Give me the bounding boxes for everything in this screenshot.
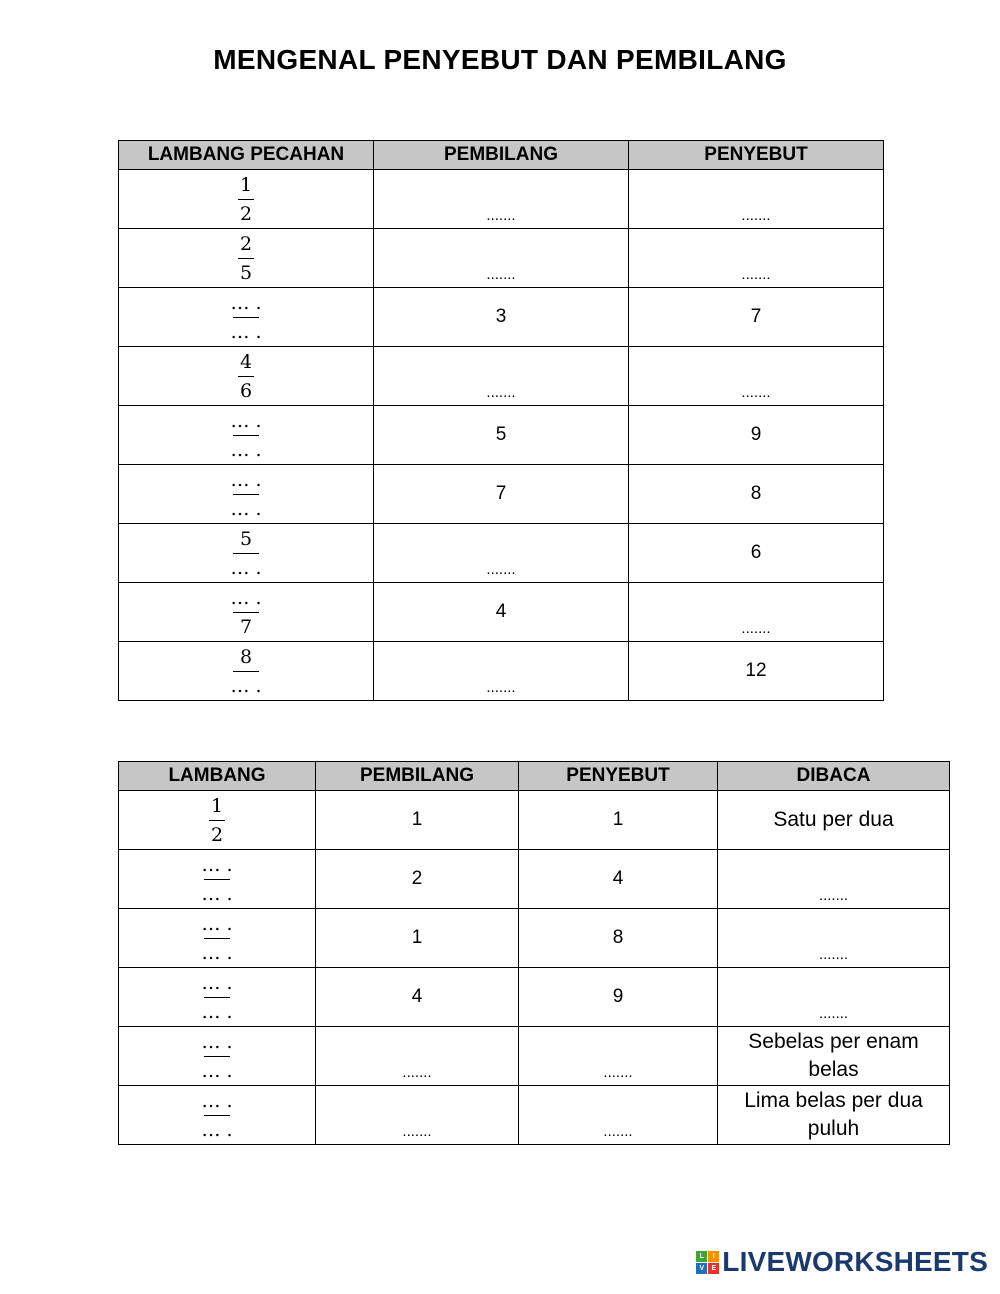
fraction-denominator: 2 bbox=[210, 823, 224, 846]
table-row bbox=[119, 170, 884, 229]
fraction-table bbox=[118, 140, 884, 701]
fraction-denominator: 2 bbox=[239, 202, 253, 225]
fraction bbox=[201, 913, 232, 964]
liveworksheets-logo bbox=[696, 1246, 988, 1278]
fraction-numerator: … . bbox=[230, 291, 262, 314]
header-lambang: LAMBANG bbox=[119, 762, 316, 791]
fraction bbox=[209, 795, 225, 846]
table2-header-row bbox=[119, 762, 950, 791]
penyebut-cell bbox=[519, 909, 718, 968]
penyebut-cell[interactable] bbox=[629, 347, 884, 406]
fraction-denominator: … . bbox=[201, 1000, 233, 1023]
fraction-bar bbox=[233, 435, 259, 436]
pembilang-cell bbox=[316, 791, 519, 850]
fraction-cell bbox=[119, 347, 374, 406]
dibaca-cell[interactable] bbox=[718, 909, 950, 968]
pembilang-cell bbox=[374, 406, 629, 465]
fraction bbox=[201, 1031, 232, 1082]
fraction-numerator: … . bbox=[201, 1089, 233, 1112]
fraction-denominator: … . bbox=[230, 674, 262, 697]
logo-mark-letter: L bbox=[696, 1251, 707, 1262]
pembilang-cell[interactable] bbox=[316, 1086, 519, 1145]
penyebut-cell bbox=[629, 642, 884, 701]
fraction-bar bbox=[204, 1056, 230, 1057]
penyebut-value: 12 bbox=[745, 660, 767, 681]
fraction-bar bbox=[233, 671, 259, 672]
fraction-denominator: … . bbox=[230, 320, 262, 343]
fraction-denominator: … . bbox=[201, 941, 233, 964]
pembilang-cell[interactable] bbox=[374, 347, 629, 406]
fraction-cell bbox=[119, 406, 374, 465]
fraction-numerator: 1 bbox=[210, 794, 224, 817]
penyebut-cell bbox=[629, 524, 884, 583]
fraction-cell bbox=[119, 850, 316, 909]
table-row bbox=[119, 406, 884, 465]
pembilang-cell bbox=[374, 583, 629, 642]
pembilang-value: 2 bbox=[411, 868, 423, 889]
fraction-cell bbox=[119, 288, 374, 347]
fraction-denominator: 7 bbox=[239, 615, 253, 638]
fraction-cell bbox=[119, 524, 374, 583]
fraction-denominator: 6 bbox=[239, 379, 253, 402]
fraction bbox=[230, 469, 261, 520]
fraction-numerator: 4 bbox=[239, 350, 253, 373]
table1-header-row bbox=[119, 141, 884, 170]
penyebut-answer-blank[interactable]: ....... bbox=[741, 384, 771, 401]
fraction-cell bbox=[119, 1027, 316, 1086]
fraction-numerator: … . bbox=[230, 468, 262, 491]
fraction-bar bbox=[238, 376, 254, 377]
table-row bbox=[119, 465, 884, 524]
logo-mark-letter: E bbox=[708, 1263, 719, 1274]
dibaca-answer-blank[interactable]: ....... bbox=[818, 946, 849, 963]
penyebut-cell bbox=[629, 465, 884, 524]
fraction-denominator: … . bbox=[230, 438, 262, 461]
penyebut-cell[interactable] bbox=[629, 583, 884, 642]
table-row bbox=[119, 909, 950, 968]
fraction-bar bbox=[204, 879, 230, 880]
fraction-bar bbox=[204, 938, 230, 939]
fraction-bar bbox=[238, 258, 254, 259]
pembilang-cell[interactable] bbox=[374, 170, 629, 229]
fraction bbox=[201, 854, 232, 905]
fraction-denominator: 5 bbox=[239, 261, 253, 284]
penyebut-answer-blank[interactable]: ....... bbox=[603, 1064, 633, 1081]
fraction-bar bbox=[233, 553, 259, 554]
table-row bbox=[119, 850, 950, 909]
table-row bbox=[119, 229, 884, 288]
penyebut-cell[interactable] bbox=[519, 1086, 718, 1145]
reading-table bbox=[118, 761, 950, 1145]
fraction-cell bbox=[119, 229, 374, 288]
fraction-bar bbox=[233, 612, 259, 613]
fraction-numerator: 5 bbox=[239, 527, 253, 550]
fraction-numerator: … . bbox=[201, 912, 233, 935]
fraction bbox=[230, 587, 261, 638]
dibaca-cell[interactable] bbox=[718, 850, 950, 909]
table-row bbox=[119, 524, 884, 583]
fraction bbox=[238, 233, 254, 284]
fraction-numerator: … . bbox=[230, 586, 262, 609]
table-row bbox=[119, 968, 950, 1027]
pembilang-answer-blank[interactable]: ....... bbox=[486, 384, 516, 401]
penyebut-value: 6 bbox=[750, 542, 762, 563]
pembilang-value: 1 bbox=[411, 927, 423, 948]
pembilang-cell[interactable] bbox=[374, 524, 629, 583]
fraction-denominator: … . bbox=[201, 1118, 233, 1141]
header-penyebut: PENYEBUT bbox=[629, 141, 884, 170]
fraction-denominator: … . bbox=[230, 497, 262, 520]
logo-mark-letter: V bbox=[696, 1263, 707, 1274]
penyebut-value: 1 bbox=[612, 809, 624, 830]
dibaca-value: Sebelas per enam belas bbox=[748, 1030, 919, 1081]
logo-mark-letter: I bbox=[708, 1251, 719, 1262]
fraction-numerator: 1 bbox=[239, 173, 253, 196]
pembilang-answer-blank[interactable]: ....... bbox=[486, 266, 516, 283]
header-lambang-pecahan: LAMBANG PECAHAN bbox=[119, 141, 374, 170]
table-row bbox=[119, 288, 884, 347]
penyebut-cell[interactable] bbox=[629, 229, 884, 288]
fraction-bar bbox=[204, 997, 230, 998]
penyebut-value: 8 bbox=[612, 927, 624, 948]
fraction bbox=[238, 174, 254, 225]
penyebut-cell bbox=[629, 288, 884, 347]
pembilang-cell bbox=[316, 968, 519, 1027]
penyebut-value: 9 bbox=[612, 986, 624, 1007]
pembilang-value: 3 bbox=[495, 306, 507, 327]
fraction bbox=[201, 1090, 232, 1141]
fraction-cell bbox=[119, 909, 316, 968]
dibaca-cell bbox=[718, 1027, 950, 1086]
table-row bbox=[119, 1086, 950, 1145]
fraction-numerator: … . bbox=[201, 971, 233, 994]
penyebut-value: 8 bbox=[750, 483, 762, 504]
pembilang-answer-blank[interactable]: ....... bbox=[402, 1123, 432, 1140]
pembilang-value: 5 bbox=[495, 424, 507, 445]
table-row bbox=[119, 642, 884, 701]
fraction-bar bbox=[233, 494, 259, 495]
header-dibaca: DIBACA bbox=[718, 762, 950, 791]
fraction-denominator: … . bbox=[201, 882, 233, 905]
pembilang-cell[interactable] bbox=[316, 1027, 519, 1086]
fraction-cell bbox=[119, 583, 374, 642]
fraction-bar bbox=[209, 820, 225, 821]
fraction-cell bbox=[119, 968, 316, 1027]
pembilang-answer-blank[interactable]: ....... bbox=[486, 561, 516, 578]
fraction bbox=[230, 292, 261, 343]
logo-mark-icon bbox=[696, 1251, 719, 1274]
fraction bbox=[238, 351, 254, 402]
fraction bbox=[201, 972, 232, 1023]
header-pembilang: PEMBILANG bbox=[316, 762, 519, 791]
dibaca-cell bbox=[718, 1086, 950, 1145]
pembilang-value: 1 bbox=[411, 809, 423, 830]
pembilang-answer-blank[interactable]: ....... bbox=[486, 679, 516, 696]
fraction-numerator: 2 bbox=[239, 232, 253, 255]
fraction-cell bbox=[119, 170, 374, 229]
penyebut-cell bbox=[629, 406, 884, 465]
fraction-bar bbox=[204, 1115, 230, 1116]
dibaca-value: Satu per dua bbox=[773, 808, 894, 831]
penyebut-cell bbox=[519, 850, 718, 909]
pembilang-cell bbox=[374, 465, 629, 524]
fraction-numerator: … . bbox=[201, 1030, 233, 1053]
dibaca-cell bbox=[718, 791, 950, 850]
penyebut-value: 4 bbox=[612, 868, 624, 889]
fraction-bar bbox=[238, 199, 254, 200]
penyebut-cell[interactable] bbox=[629, 170, 884, 229]
fraction-numerator: 8 bbox=[239, 645, 253, 668]
fraction-cell bbox=[119, 465, 374, 524]
pembilang-cell bbox=[374, 288, 629, 347]
pembilang-value: 4 bbox=[495, 601, 507, 622]
fraction-numerator: … . bbox=[201, 853, 233, 876]
penyebut-answer-blank[interactable]: ....... bbox=[741, 207, 771, 224]
penyebut-cell bbox=[519, 791, 718, 850]
pembilang-cell bbox=[316, 909, 519, 968]
header-pembilang: PEMBILANG bbox=[374, 141, 629, 170]
fraction bbox=[230, 410, 261, 461]
penyebut-answer-blank[interactable]: ....... bbox=[741, 266, 771, 283]
pembilang-answer-blank[interactable]: ....... bbox=[486, 207, 516, 224]
fraction bbox=[230, 528, 261, 579]
table-row bbox=[119, 347, 884, 406]
fraction-denominator: … . bbox=[230, 556, 262, 579]
logo-text: LIVEWORKSHEETS bbox=[722, 1246, 988, 1277]
penyebut-value: 7 bbox=[750, 306, 762, 327]
dibaca-cell[interactable] bbox=[718, 968, 950, 1027]
worksheet-title: MENGENAL PENYEBUT DAN PEMBILANG bbox=[213, 44, 787, 75]
table-row bbox=[119, 583, 884, 642]
fraction-cell bbox=[119, 1086, 316, 1145]
fraction-cell bbox=[119, 642, 374, 701]
table-row bbox=[119, 791, 950, 850]
pembilang-value: 7 bbox=[495, 483, 507, 504]
penyebut-cell bbox=[519, 968, 718, 1027]
pembilang-cell[interactable] bbox=[374, 229, 629, 288]
table-row bbox=[119, 1027, 950, 1086]
fraction-cell bbox=[119, 791, 316, 850]
pembilang-answer-blank[interactable]: ....... bbox=[402, 1064, 432, 1081]
pembilang-value: 4 bbox=[411, 986, 423, 1007]
penyebut-answer-blank[interactable]: ....... bbox=[603, 1123, 633, 1140]
penyebut-cell[interactable] bbox=[519, 1027, 718, 1086]
fraction-bar bbox=[233, 317, 259, 318]
fraction-denominator: … . bbox=[201, 1059, 233, 1082]
dibaca-answer-blank[interactable]: ....... bbox=[818, 887, 849, 904]
penyebut-answer-blank[interactable]: ....... bbox=[741, 620, 771, 637]
pembilang-cell bbox=[316, 850, 519, 909]
pembilang-cell[interactable] bbox=[374, 642, 629, 701]
fraction-numerator: … . bbox=[230, 409, 262, 432]
fraction bbox=[230, 646, 261, 697]
penyebut-value: 9 bbox=[750, 424, 762, 445]
dibaca-value: Lima belas per dua puluh bbox=[744, 1089, 923, 1140]
header-penyebut: PENYEBUT bbox=[519, 762, 718, 791]
dibaca-answer-blank[interactable]: ....... bbox=[818, 1005, 849, 1022]
